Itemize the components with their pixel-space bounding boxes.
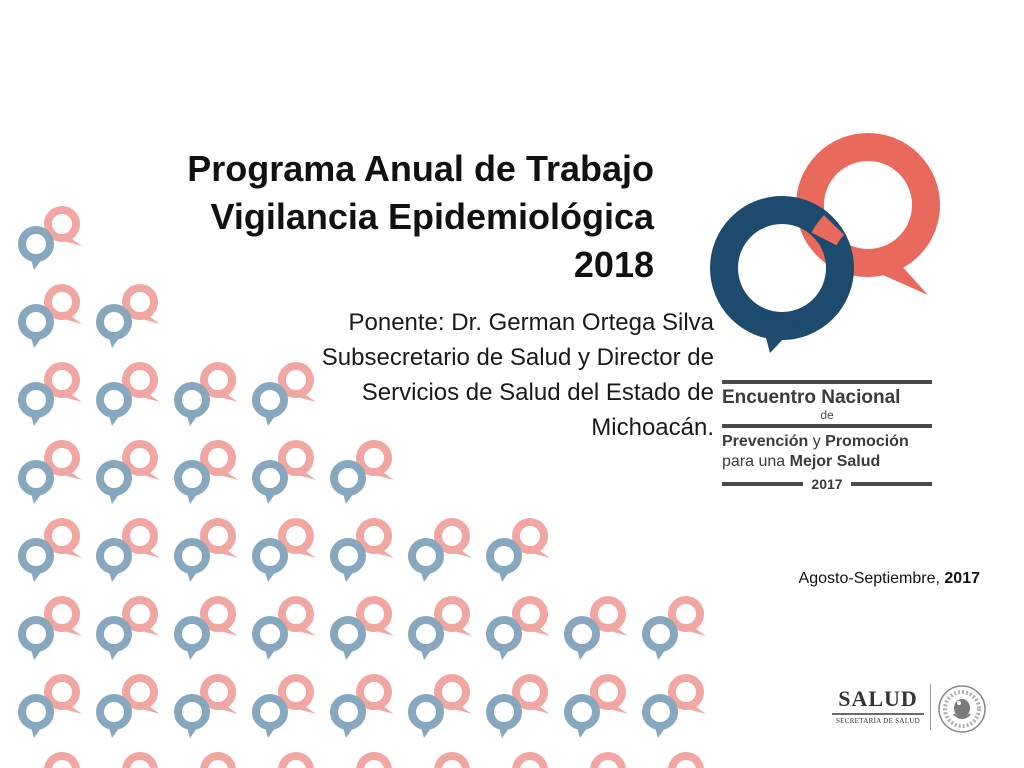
speech-bubble-ring-pattern-icon bbox=[22, 678, 82, 738]
event-year-row bbox=[722, 476, 932, 492]
speech-bubble-ring-pattern-icon bbox=[256, 522, 316, 582]
event-year: 2017 bbox=[811, 476, 843, 492]
slide-title bbox=[54, 145, 654, 289]
speech-bubble-ring-pattern-icon bbox=[256, 678, 316, 738]
speech-bubble-ring-pattern-icon bbox=[178, 444, 238, 504]
speech-bubble-ring-pattern-icon bbox=[100, 366, 160, 426]
event-line-de: de bbox=[820, 408, 834, 422]
speech-bubble-ring-pattern-icon bbox=[490, 756, 550, 768]
speech-bubble-ring-pattern-icon bbox=[178, 678, 238, 738]
speaker-line-4: Michoacán. bbox=[591, 414, 714, 441]
speech-bubble-ring-pattern-icon bbox=[490, 600, 550, 660]
speaker-line-3: Servicios de Salud del Estado de bbox=[361, 379, 714, 406]
speech-bubble-ring-pattern-icon bbox=[22, 444, 82, 504]
speech-bubble-ring-pattern-icon bbox=[100, 600, 160, 660]
speech-bubble-ring-pattern-icon bbox=[412, 756, 472, 768]
speech-bubble-ring-pattern-icon bbox=[490, 522, 550, 582]
speech-bubble-ring-pattern-icon bbox=[334, 522, 394, 582]
event-name bbox=[722, 377, 932, 492]
salud-logo bbox=[832, 688, 924, 725]
event-line-3 bbox=[722, 452, 932, 472]
speech-bubble-ring-pattern-icon bbox=[22, 756, 82, 768]
speech-bubble-ring-pattern-icon bbox=[22, 600, 82, 660]
event-top-bar bbox=[722, 380, 932, 384]
event-line-2 bbox=[722, 431, 932, 452]
speech-bubble-ring-pattern-icon bbox=[100, 522, 160, 582]
date-prefix: Agosto-Septiembre, bbox=[798, 570, 945, 587]
event-prevencion: Prevención bbox=[722, 433, 809, 450]
speech-bubble-ring-pattern-icon bbox=[334, 600, 394, 660]
speech-bubble-ring-pattern-icon bbox=[178, 600, 238, 660]
speech-bubble-ring-pattern-icon bbox=[646, 600, 706, 660]
speech-bubble-ring-pattern-icon bbox=[256, 756, 316, 768]
speech-bubble-ring-pattern-icon bbox=[568, 756, 628, 768]
speech-bubble-ring-pattern-icon bbox=[22, 288, 82, 348]
logo-divider bbox=[930, 684, 931, 730]
event-line-1: Encuentro Nacional bbox=[722, 387, 901, 408]
event-y: y bbox=[808, 433, 826, 450]
title-line-3: 2018 bbox=[573, 244, 654, 285]
speech-bubble-ring-pattern-icon bbox=[178, 756, 238, 768]
overlapping-speech-bubbles-icon bbox=[700, 125, 950, 365]
title-line-1: Programa Anual de Trabajo bbox=[187, 148, 654, 189]
speaker-block bbox=[154, 305, 714, 445]
speech-bubble-ring-pattern-icon bbox=[100, 678, 160, 738]
speech-bubble-ring-pattern-icon bbox=[412, 678, 472, 738]
speech-bubble-ring-pattern-icon bbox=[334, 444, 394, 504]
event-mejor-salud: Mejor Salud bbox=[789, 453, 881, 470]
speech-bubble-ring-pattern-icon bbox=[100, 288, 160, 348]
speech-bubble-ring-pattern-icon bbox=[178, 522, 238, 582]
date-label bbox=[799, 570, 980, 588]
speech-bubble-ring-pattern-icon bbox=[22, 522, 82, 582]
speech-bubble-ring-pattern-icon bbox=[412, 522, 472, 582]
event-year-bar-left bbox=[722, 482, 803, 486]
speech-bubble-ring-pattern-icon bbox=[256, 600, 316, 660]
event-promocion: Promoción bbox=[825, 433, 909, 450]
speech-bubble-ring-pattern-icon bbox=[646, 678, 706, 738]
speech-bubble-ring-pattern-icon bbox=[568, 678, 628, 738]
title-line-2: Vigilancia Epidemiológica bbox=[210, 196, 654, 237]
speech-bubble-ring-pattern-icon bbox=[100, 756, 160, 768]
event-para-una: para una bbox=[722, 453, 790, 470]
speech-bubble-ring-pattern-icon bbox=[100, 444, 160, 504]
speech-bubble-ring-pattern-icon bbox=[256, 444, 316, 504]
event-mid-bar bbox=[722, 424, 932, 428]
salud-subtitle: SECRETARÍA DE SALUD bbox=[835, 717, 921, 725]
speech-bubble-ring-pattern-icon bbox=[334, 678, 394, 738]
speech-bubble-ring-pattern-icon bbox=[412, 600, 472, 660]
salud-word: SALUD bbox=[838, 686, 918, 711]
speaker-line-2: Subsecretario de Salud y Director de bbox=[321, 344, 714, 371]
date-year: 2017 bbox=[944, 570, 980, 587]
mexican-coat-of-arms-icon bbox=[937, 684, 987, 734]
speech-bubble-ring-pattern-icon bbox=[568, 600, 628, 660]
speech-bubble-ring-pattern-icon bbox=[646, 756, 706, 768]
speech-bubble-ring-pattern-icon bbox=[22, 366, 82, 426]
speech-bubble-ring-pattern-icon bbox=[334, 756, 394, 768]
salud-rule bbox=[832, 713, 924, 715]
speaker-line-1: Ponente: Dr. German Ortega Silva bbox=[348, 309, 714, 336]
speech-bubble-ring-pattern-icon bbox=[490, 678, 550, 738]
event-year-bar-right bbox=[851, 482, 932, 486]
